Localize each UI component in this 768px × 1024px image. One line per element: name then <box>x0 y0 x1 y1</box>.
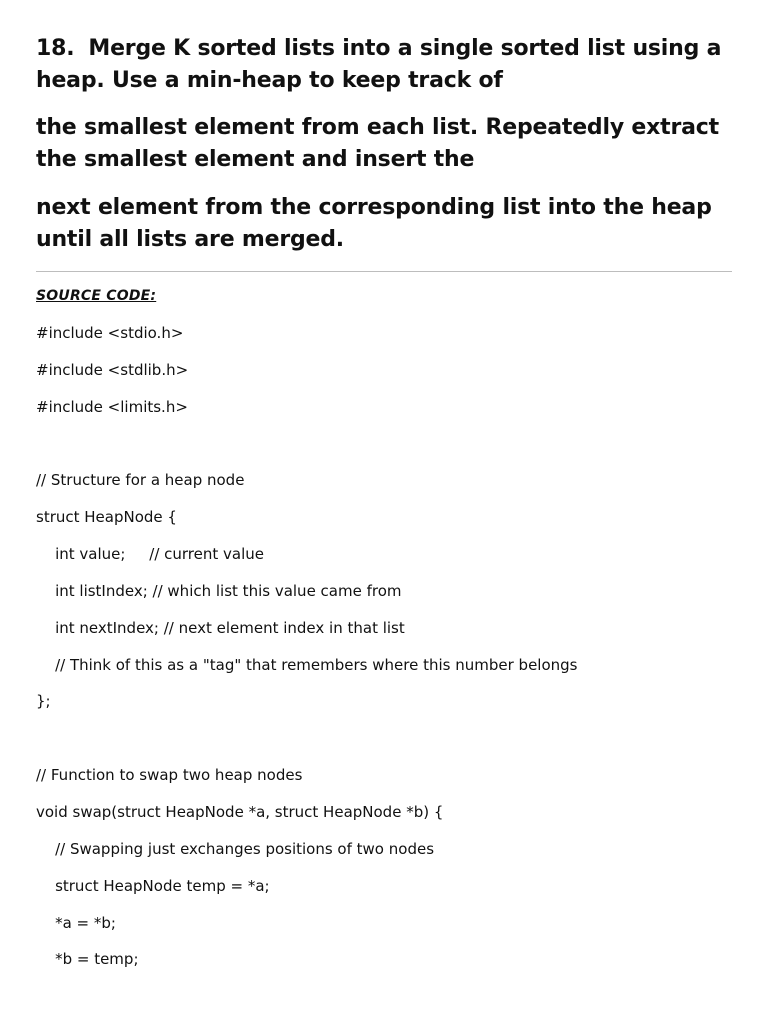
code-line: int value; // current value <box>36 545 264 564</box>
code-line <box>36 435 732 472</box>
code-line <box>36 729 732 766</box>
question-number: 18. <box>36 36 75 61</box>
code-line: #include <stdio.h> <box>36 324 184 342</box>
code-line: int nextIndex; // next element index in that list <box>36 618 405 637</box>
code-line: void swap(struct HeapNode *a, struct HeapNode *b) { <box>36 802 444 821</box>
source-code-label: SOURCE CODE: <box>36 288 157 304</box>
code-line: struct HeapNode { <box>36 508 177 527</box>
question-heading <box>36 33 732 96</box>
code-line: *a = *b; <box>36 913 116 932</box>
code-line: int listIndex; // which list this value came from <box>36 581 402 600</box>
question-text-1: Merge K sorted lists into a single sorted list using a heap. Use a min-heap to keep track of <box>36 36 722 93</box>
source-code-block <box>36 324 732 987</box>
code-line: struct HeapNode temp = *a; <box>36 876 270 895</box>
question-text-3: next element from the corresponding list into the heap until all lists are merged. <box>36 195 712 252</box>
horizontal-divider <box>36 271 732 272</box>
code-line: // Swapping just exchanges positions of two nodes <box>36 839 435 858</box>
question-text-2: the smallest element from each list. Repeatedly extract the smallest element and insert the <box>36 115 719 172</box>
code-line: // Structure for a heap node <box>36 471 245 490</box>
code-line: #include <stdlib.h> <box>36 360 189 379</box>
code-line: // Think of this as a "tag" that remembers where this number belongs <box>36 655 578 674</box>
code-line: }; <box>36 692 51 711</box>
code-line: // Function to swap two heap nodes <box>36 766 303 785</box>
code-line: *b = temp; <box>36 950 139 969</box>
code-line: #include <limits.h> <box>36 397 188 416</box>
